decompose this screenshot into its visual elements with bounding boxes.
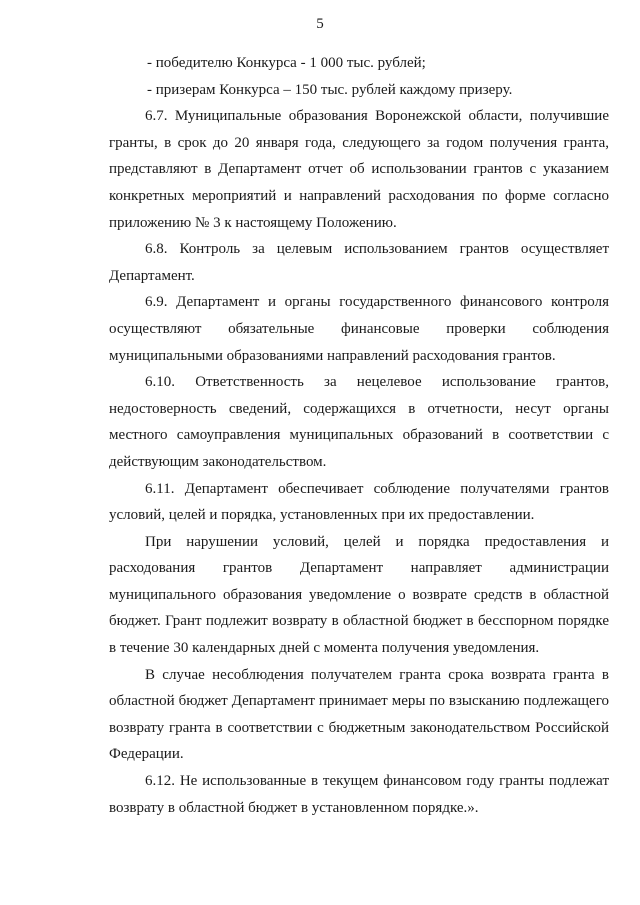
paragraph-violation: При нарушении условий, целей и порядка предоставления и расходования грантов Департамент направляет администрации муниципального образования уведомление о возврате средств в областной бюджет. Грант подлежит возврату в областной бюджет в бесспорном порядке в течение 30 календарных дней с момента получения уведомления. (109, 533, 609, 657)
paragraph-6-10: 6.10. Ответственность за нецелевое использование грантов, недостоверность сведений, содержащихся в отчетности, несут органы местного самоуправления муниципальных образований в соответствии с действующим законодательством. (109, 374, 609, 470)
paragraph-prize-grant: - призерам Конкурса – 150 тыс. рублей каждому призеру. (147, 81, 513, 98)
paragraph-6-7: 6.7. Муниципальные образования Воронежской области, получившие гранты, в срок до 20 января года, следующего за годом получения гранта, представляют в Департамент отчет об использовании грантов с указанием конкретных мероприятий и направлений расходования по форме согласно приложению № 3 к настоящему Положению. (109, 108, 609, 231)
paragraph-winner-grant: - победителю Конкурса - 1 000 тыс. рублей; (147, 55, 426, 71)
paragraph-nonreturn: В случае несоблюдения получателем гранта срока возврата гранта в областной бюджет Департамент принимает меры по взысканию подлежащего возврату гранта в соответствии с бюджетным законодательством Российской Федерации. (109, 666, 609, 763)
page-number: 5 (316, 16, 324, 32)
document-body (109, 50, 609, 821)
paragraph-6-12: 6.12. Не использованные в текущем финансовом году гранты подлежат возврату в областной бюджет в установленном порядке.». (109, 773, 609, 816)
paragraph-6-11: 6.11. Департамент обеспечивает соблюдение получателями грантов условий, целей и порядка, установленных при их предоставлении. (109, 480, 609, 524)
paragraph-6-8: 6.8. Контроль за целевым использованием грантов осуществляет Департамент. (109, 241, 609, 284)
paragraph-6-9: 6.9. Департамент и органы государственного финансового контроля осуществляют обязательные финансовые проверки соблюдения муниципальными образованиями направлений расходования грантов. (109, 294, 609, 364)
